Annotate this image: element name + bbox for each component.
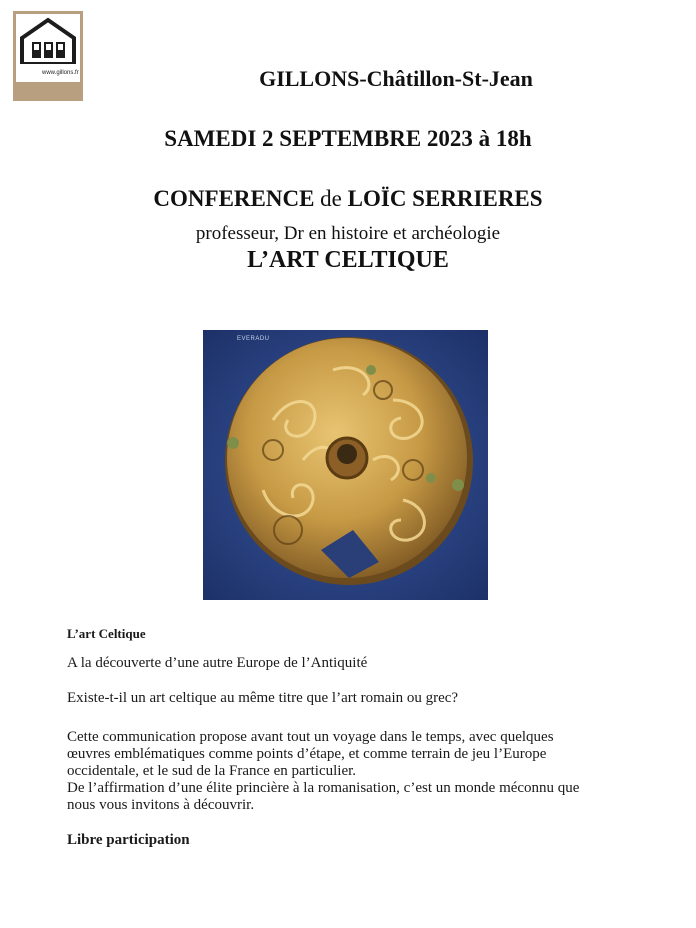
paragraph-line: De l’affirmation d’une élite princière à la romanisation, c’est un monde méconnu que [67,780,580,796]
celtic-disc-photo [203,330,488,600]
de-word: de [320,186,342,211]
gold-disc-illustration [203,330,488,600]
speaker-role: professeur, Dr en histoire et archéologie [195,223,501,244]
paragraph-line: nous vous invitons à découvrir. [67,797,255,813]
logo-url: www.gillons.fr [42,70,79,76]
paragraph-line: œuvres emblématiques comme points d’étape, et comme terrain de jeu l’Europe [67,746,547,762]
question-text: Existe-t-il un art celtique au même titre que l’art romain ou grec? [67,690,459,706]
location-heading: GILLONS-Châtillon-St-Jean [259,66,533,91]
description-paragraph [67,729,647,814]
conference-word: CONFERENCE [153,186,315,211]
speaker-name: LOÏC SERRIERES [347,186,543,211]
free-participation: Libre participation [67,832,190,848]
event-date: SAMEDI 2 SEPTEMBRE 2023 à 18h [164,126,532,151]
subtitle-text: A la découverte d’une autre Europe de l’Antiquité [67,655,368,671]
topic-title: L’ART CELTIQUE [247,247,449,273]
photo-credit: EVERADU [237,336,270,342]
section-title: L’art Celtique [67,626,146,641]
paragraph-line: occidentale, et le sud de la France en particulier. [67,763,357,779]
conference-heading [0,186,696,212]
paragraph-line: Cette communication propose avant tout un voyage dans le temps, avec quelques [67,729,554,745]
